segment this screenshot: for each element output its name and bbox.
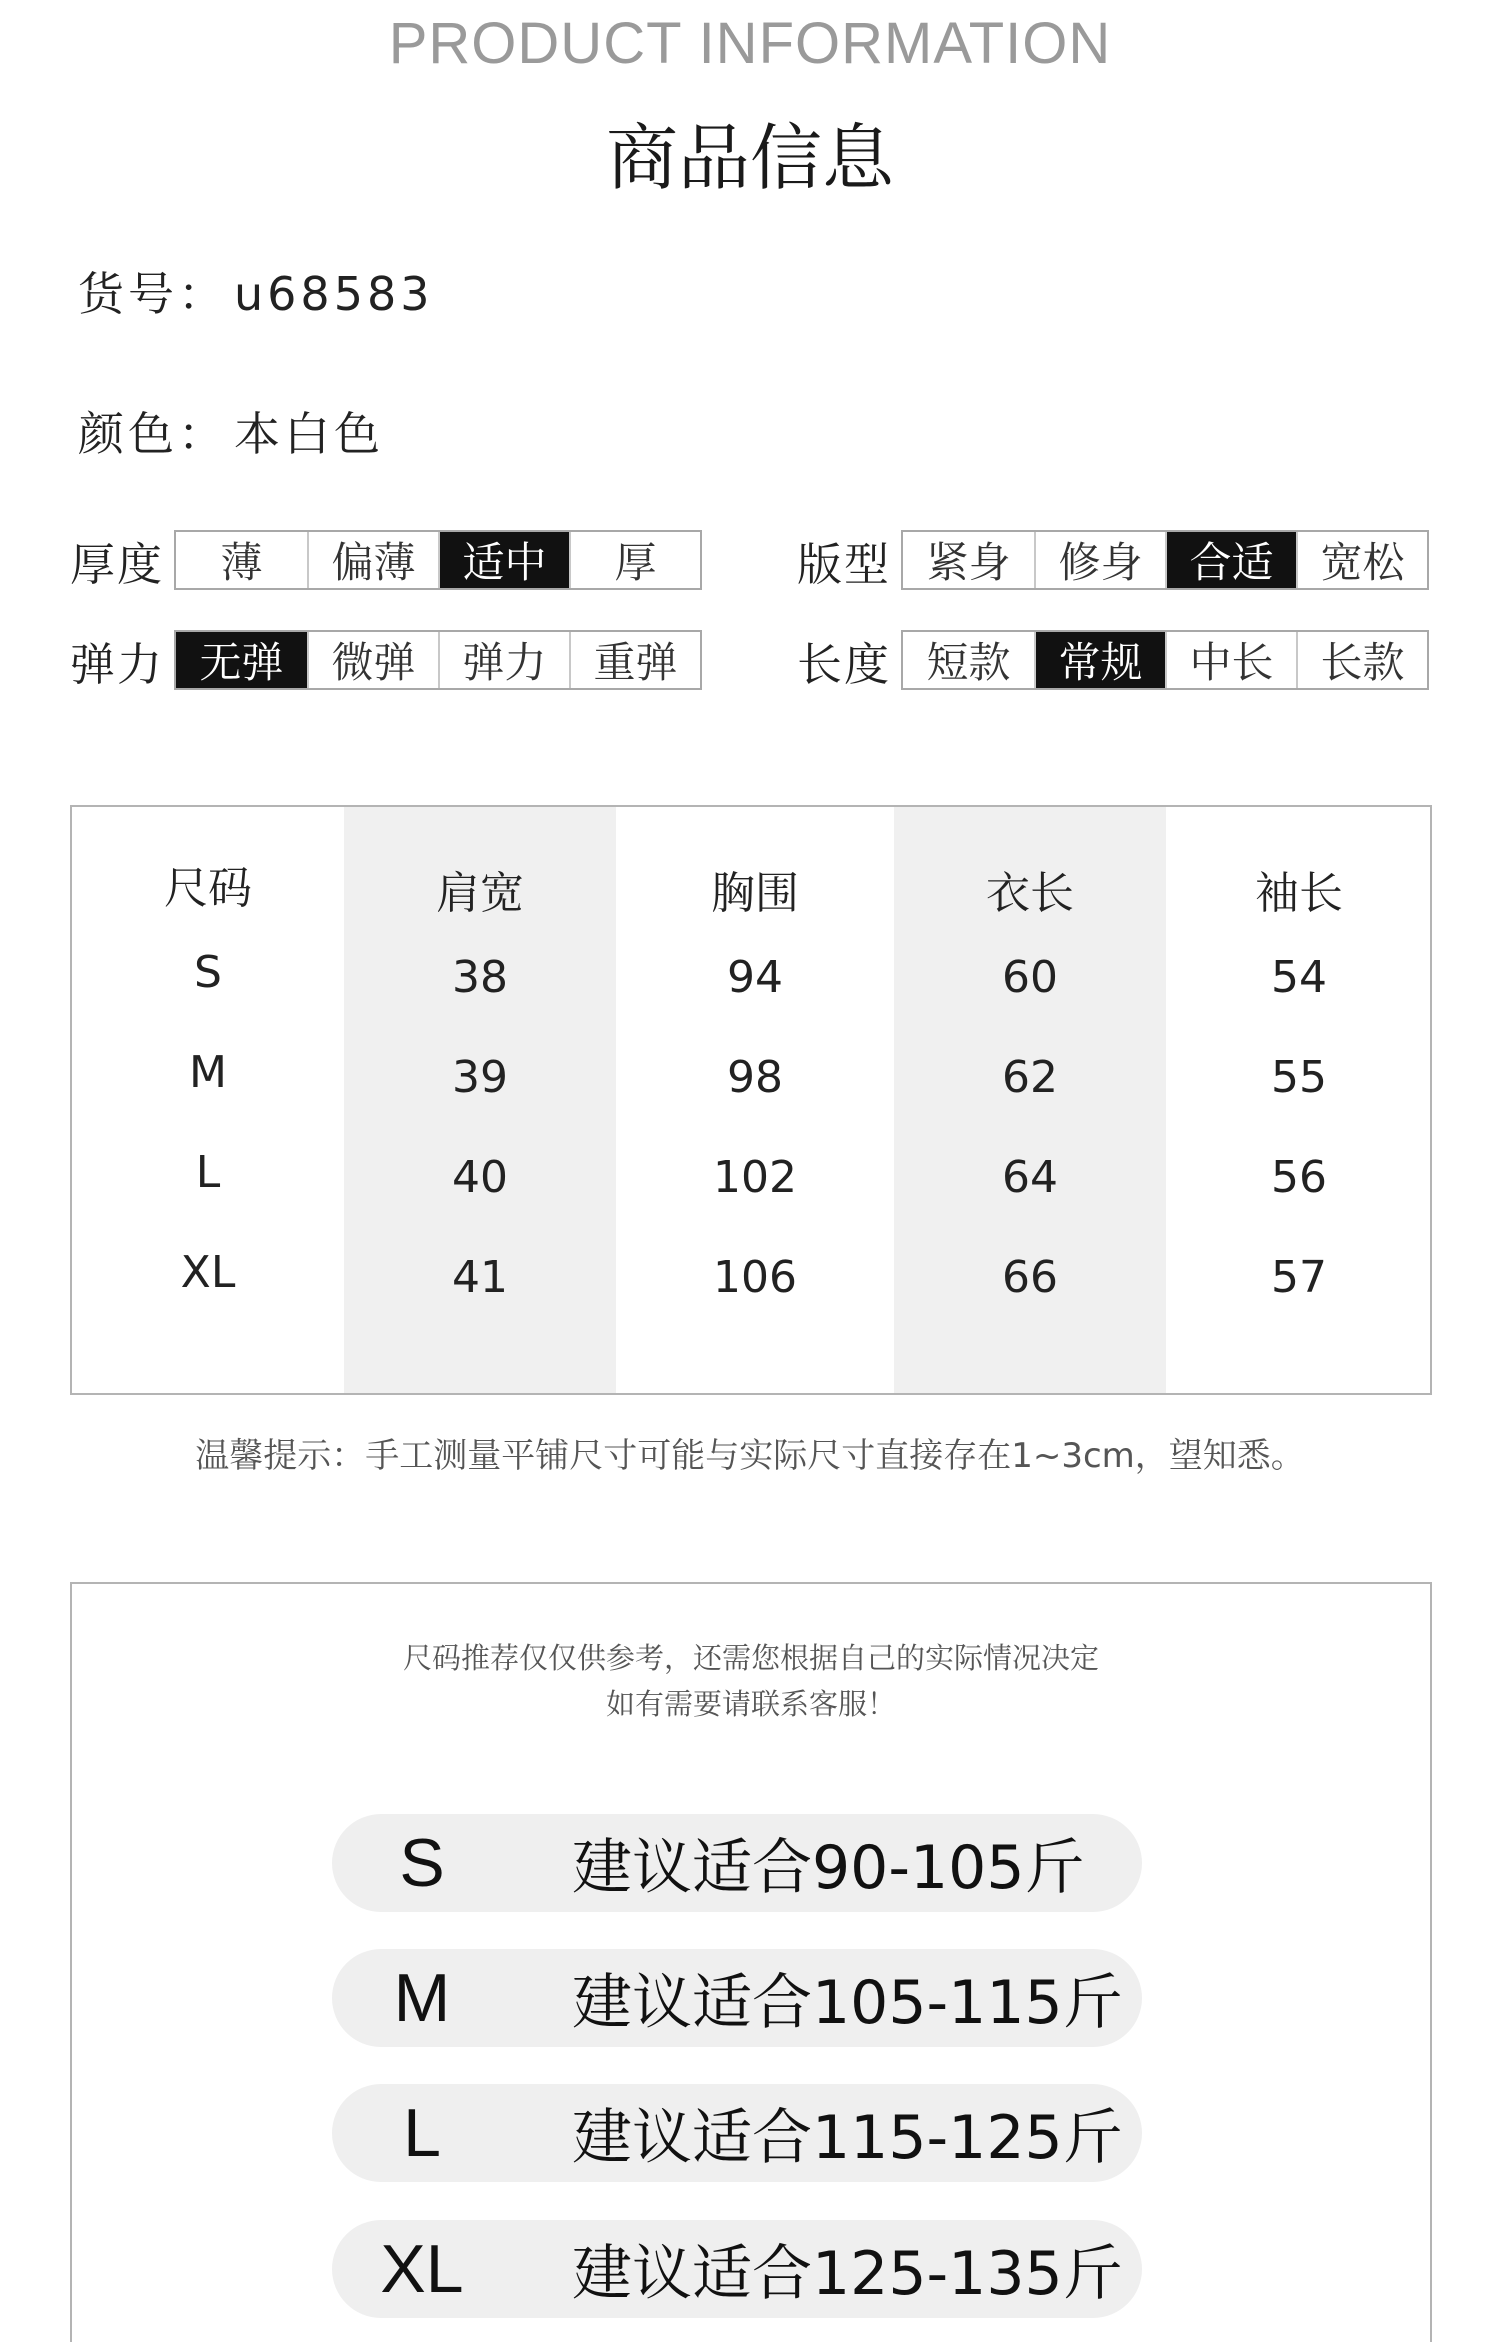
length-option-selected: 常规 bbox=[1034, 632, 1165, 688]
attr-thickness-label: 厚度 bbox=[70, 537, 165, 591]
elasticity-option: 微弹 bbox=[307, 632, 438, 688]
thickness-option: 偏薄 bbox=[307, 532, 438, 588]
table-cell-length: 64 bbox=[1002, 1152, 1058, 1203]
attr-elasticity-label: 弹力 bbox=[70, 637, 165, 691]
recommendation-weight: 建议适合115-125斤 bbox=[572, 2103, 1123, 2173]
fit-option: 修身 bbox=[1034, 532, 1165, 588]
recommendation-size: L bbox=[403, 2095, 441, 2171]
length-option: 中长 bbox=[1165, 632, 1296, 688]
thickness-option: 薄 bbox=[220, 538, 263, 587]
length-option: 长款 bbox=[1296, 632, 1427, 688]
table-cell-chest: 94 bbox=[727, 952, 783, 1003]
table-cell-chest: 106 bbox=[713, 1252, 797, 1303]
table-cell-size: M bbox=[189, 1047, 227, 1098]
size-table-column-shoulder bbox=[344, 807, 616, 1393]
item-number-value: u68583 bbox=[234, 267, 434, 321]
length-option: 短款 bbox=[926, 638, 1011, 687]
fit-option-selected: 合适 bbox=[1165, 532, 1296, 588]
thickness-option: 厚 bbox=[569, 532, 700, 588]
table-cell-shoulder: 39 bbox=[452, 1052, 508, 1103]
attr-length bbox=[797, 630, 1429, 690]
table-cell-chest: 98 bbox=[727, 1052, 783, 1103]
recommendation-size: M bbox=[393, 1960, 451, 2036]
attr-length-label: 长度 bbox=[797, 637, 892, 691]
color-value: 本白色 bbox=[234, 407, 384, 461]
title-english: PRODUCT INFORMATION bbox=[388, 11, 1112, 76]
attr-fit-options bbox=[901, 530, 1429, 590]
table-header-length: 衣长 bbox=[986, 868, 1074, 919]
table-cell-sleeve: 54 bbox=[1271, 952, 1327, 1003]
attr-fit-label: 版型 bbox=[797, 537, 892, 591]
table-header-chest: 胸围 bbox=[711, 868, 799, 919]
size-table-column-chest bbox=[616, 807, 894, 1393]
table-cell-shoulder: 41 bbox=[452, 1252, 508, 1303]
attr-elasticity-options bbox=[174, 630, 702, 690]
recommendation-note: 尺码推荐仅仅供参考，还需您根据自己的实际情况决定 bbox=[402, 1641, 1099, 1675]
table-header-shoulder: 肩宽 bbox=[436, 868, 524, 919]
table-cell-sleeve: 56 bbox=[1271, 1152, 1327, 1203]
title-chinese: 商品信息 bbox=[605, 116, 894, 200]
table-cell-length: 66 bbox=[1002, 1252, 1058, 1303]
recommendation-weight: 建议适合105-115斤 bbox=[572, 1968, 1123, 2038]
recommendation-weight: 建议适合125-135斤 bbox=[572, 2239, 1123, 2309]
size-table-column-sleeve bbox=[1166, 807, 1432, 1393]
elasticity-option: 弹力 bbox=[438, 632, 569, 688]
attr-thickness bbox=[70, 530, 702, 590]
table-header-sleeve: 袖长 bbox=[1255, 868, 1343, 919]
color-label: 颜色： bbox=[78, 407, 228, 461]
item-number-label: 货号： bbox=[78, 267, 228, 321]
recommendation-size: S bbox=[399, 1825, 445, 1901]
table-cell-chest: 102 bbox=[713, 1152, 797, 1203]
elasticity-option-selected: 无弹 bbox=[176, 632, 307, 688]
measurement-tip: 温馨提示：手工测量平铺尺寸可能与实际尺寸直接存在1~3cm，望知悉。 bbox=[195, 1436, 1305, 1476]
table-cell-size: XL bbox=[180, 1247, 236, 1298]
table-cell-size: S bbox=[194, 947, 222, 998]
table-cell-length: 62 bbox=[1002, 1052, 1058, 1103]
table-header-size: 尺码 bbox=[164, 863, 252, 914]
recommendation-row bbox=[332, 2084, 1142, 2182]
table-cell-shoulder: 38 bbox=[452, 952, 508, 1003]
recommendation-contact-note: 如有需要请联系客服！ bbox=[605, 1687, 896, 1721]
table-cell-sleeve: 57 bbox=[1271, 1252, 1327, 1303]
size-recommendation bbox=[70, 1582, 1432, 2342]
size-table-column-length bbox=[894, 807, 1166, 1393]
product-color bbox=[78, 398, 384, 464]
table-cell-shoulder: 40 bbox=[452, 1152, 508, 1203]
recommendation-weight: 建议适合90-105斤 bbox=[572, 1833, 1085, 1903]
item-number bbox=[78, 258, 434, 324]
table-cell-length: 60 bbox=[1002, 952, 1058, 1003]
size-table bbox=[70, 805, 1432, 1395]
attr-elasticity bbox=[70, 630, 702, 690]
recommendation-row bbox=[332, 2220, 1142, 2318]
table-cell-sleeve: 55 bbox=[1271, 1052, 1327, 1103]
table-cell-size: L bbox=[195, 1147, 221, 1198]
size-table-column-size bbox=[72, 807, 344, 1393]
fit-option: 宽松 bbox=[1296, 532, 1427, 588]
fit-option: 紧身 bbox=[926, 538, 1011, 587]
recommendation-size: XL bbox=[380, 2231, 464, 2307]
attr-fit bbox=[797, 530, 1429, 590]
attr-thickness-options bbox=[174, 530, 702, 590]
attr-length-options bbox=[901, 630, 1429, 690]
elasticity-option: 重弹 bbox=[569, 632, 700, 688]
recommendation-row bbox=[332, 1814, 1142, 1912]
thickness-option-selected: 适中 bbox=[438, 532, 569, 588]
recommendation-row bbox=[332, 1949, 1142, 2047]
